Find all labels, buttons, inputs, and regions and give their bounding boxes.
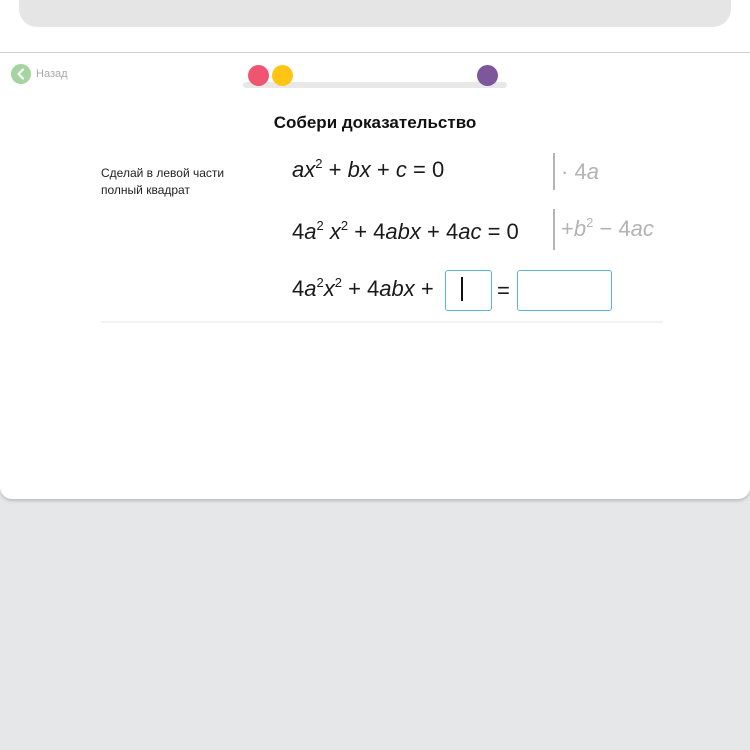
operator: − 4 <box>593 216 631 241</box>
coefficient: 4 <box>292 276 305 301</box>
step-divider-1 <box>553 153 555 190</box>
operator: + 4 <box>341 276 380 301</box>
rhs: = 0 <box>481 219 519 244</box>
term-a: a <box>304 219 317 244</box>
equation-row-2 <box>292 219 519 245</box>
exponent: 2 <box>316 275 324 290</box>
task-card <box>0 53 750 499</box>
exponent: 2 <box>334 275 342 290</box>
progress-dot-2[interactable] <box>272 65 293 86</box>
operator: + 4 <box>348 219 386 244</box>
operator: + <box>561 216 574 241</box>
text-caret <box>461 277 463 301</box>
equation-row-1 <box>292 157 444 183</box>
rhs: = 0 <box>406 157 445 182</box>
top-bar <box>0 0 750 53</box>
term-b: b <box>573 216 587 241</box>
top-bar-panel <box>19 0 731 27</box>
term-bx: bx <box>347 157 371 182</box>
term-ax: ax <box>292 157 316 182</box>
equals-sign: = <box>497 278 510 303</box>
term-abx: abx <box>385 219 421 244</box>
exponent: 2 <box>316 218 324 233</box>
operator: + <box>370 157 396 182</box>
term-a: a <box>304 276 317 301</box>
task-title: Собери доказательство <box>273 113 477 132</box>
progress-dot-3[interactable] <box>477 65 498 86</box>
term-c: c <box>395 157 407 182</box>
coefficient: 4 <box>292 219 305 244</box>
step-action-2 <box>561 216 654 242</box>
exponent: 2 <box>315 156 323 171</box>
term-abx: abx <box>379 276 415 301</box>
term-x: x <box>323 276 335 301</box>
exponent: 2 <box>586 215 594 230</box>
equation-row-3 <box>292 276 434 302</box>
operator: + <box>322 157 348 182</box>
multiplier: · 4 <box>561 159 587 184</box>
answer-input-1[interactable] <box>445 270 492 311</box>
step-action-1 <box>561 159 599 185</box>
term-ac: ac <box>458 219 482 244</box>
operator: + <box>414 276 434 301</box>
term-x: x <box>323 219 341 244</box>
step-divider-2 <box>553 209 555 250</box>
chevron-left-icon <box>11 64 31 84</box>
back-label: Назад <box>36 68 68 80</box>
answer-input-2[interactable] <box>517 270 612 311</box>
exponent: 2 <box>340 218 349 233</box>
divider <box>101 321 663 323</box>
term-ac: ac <box>630 216 654 241</box>
progress-dot-1[interactable] <box>248 65 269 86</box>
term-a: a <box>586 159 599 184</box>
task-hint: Сделай в левой части полный квадрат <box>101 166 225 197</box>
back-button[interactable] <box>11 63 68 85</box>
operator: + 4 <box>420 219 459 244</box>
